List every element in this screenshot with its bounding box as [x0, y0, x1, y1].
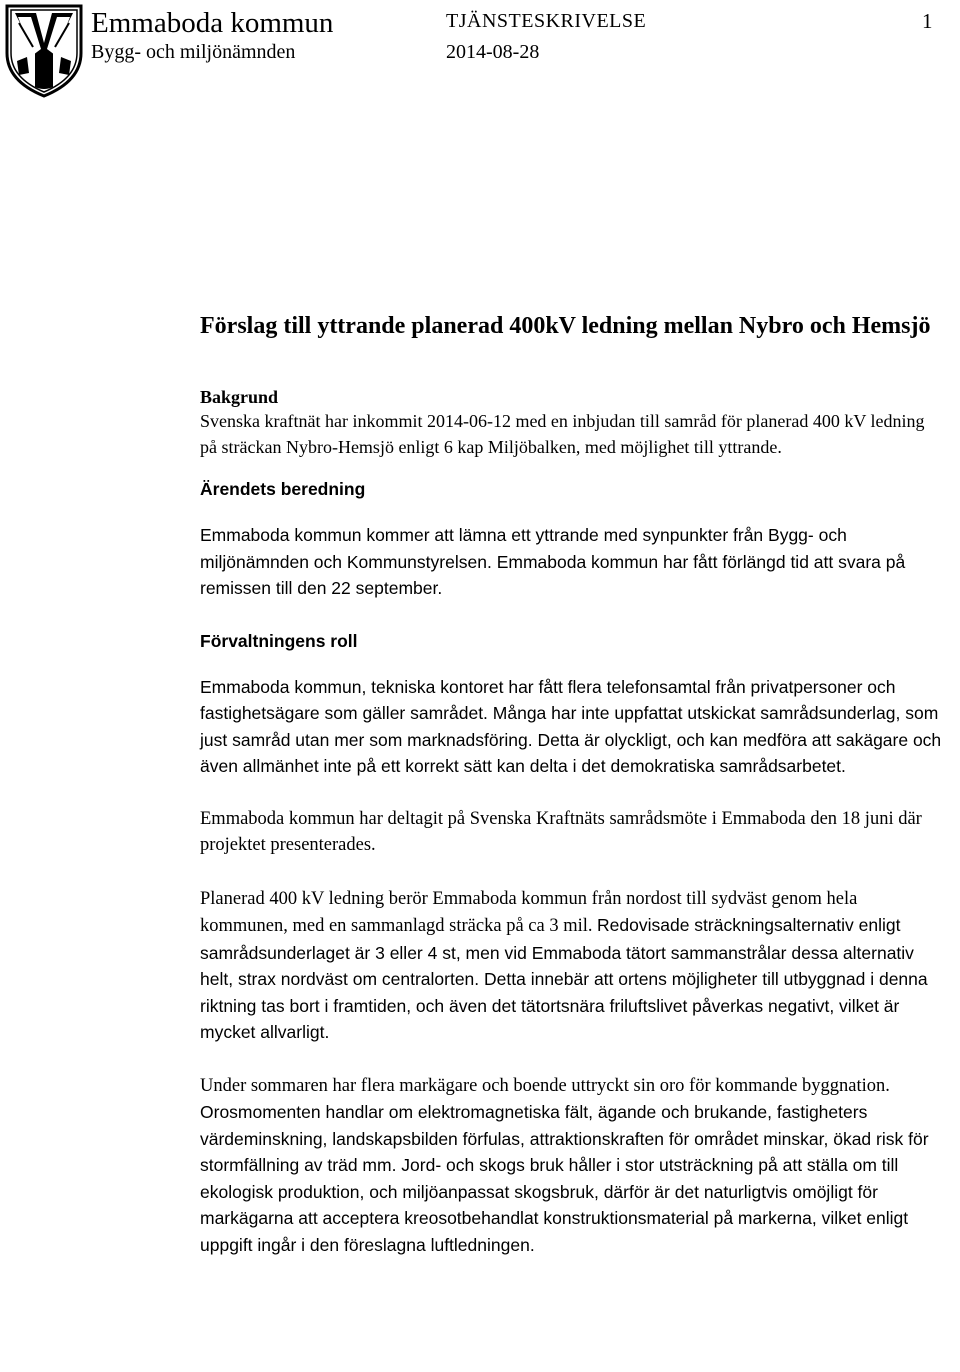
document-body: [200, 310, 945, 1258]
paragraph-role-1: Emmaboda kommun, tekniska kontoret har fått flera telefonsamtal från privatpersoner och fastighetsägare som gäller samrådet. Många har inte uppfattat utskickat samrådsunderlag, som just samråd utan mer som marknadsföring. Detta är olyckligt, och kan medföra att sakägare och även allmänhet inte på ett korrekt sätt kan delta i det demokratiska samrådsarbetet.: [200, 676, 942, 776]
document-title: Förslag till yttrande planerad 400kV ledning mellan Nybro och Hemsjö: [200, 313, 931, 339]
page-number: 1: [922, 9, 933, 33]
municipal-coat-of-arms-icon: [3, 3, 85, 99]
paragraph-role-3-part-1: Planerad 400 kV ledning berör Emmaboda kommun från nordost till sydväst genom hela kommunen, med en sammanlagd sträcka på ca 3 mil.: [200, 888, 858, 936]
paragraph-role-3: [200, 885, 945, 1046]
section-heading-background: Bakgrund: [200, 387, 279, 407]
paragraph-role-3-part-2: Redovisade sträckningsalternativ enligt samrådsunderlaget är 3 eller 4 st, men vid Emmaboda tätort sammanstrålar dessa alternativ helt, strax nordväst om centralorten. Detta innebär att ortens möjligheter till utbyggnad i denna riktning tas bort i framtiden, och även det tätortsnära friluftslivet påverkas negativt, vilket är mycket allvarligt.: [200, 915, 928, 1042]
paragraph-role-4-part-1: Under sommaren har flera markägare och boende uttryckt sin oro för kommande byggnation.: [200, 1075, 890, 1096]
department-name: Bygg- och miljönämnden: [91, 41, 296, 63]
document-type: TJÄNSTESKRIVELSE: [446, 10, 647, 32]
section-preparation: [200, 476, 945, 602]
section-background: [200, 386, 945, 460]
section-heading-role: Förvaltningens roll: [200, 630, 358, 651]
paragraph-preparation-part-1: Emmaboda kommun kommer att lämna ett yttrande med synpunkter från Bygg- och miljönämnden och Kommunstyrelsen.: [200, 525, 847, 572]
paragraph-role-4-part-2: Orosmomenten handlar om elektromagnetiska fält, ägande och brukande, fastigheters värdeminskning, landskapsbilden förfulas, attraktionskraften för området minskar, ökad risk för stormfällning av träd mm. Jord- och skogs bruk håller i stor utsträckning på att ställa om till ekologisk produktion, och miljöanpassat skogsbruk, därför är det naturligtvis omöjligt för markägarna att acceptera kreosotbehandlat konstruktionsmaterial på markerna, vilket enligt uppgift ingår i den föreslagna luftledningen.: [200, 1102, 929, 1255]
paragraph-role-4: [200, 1072, 945, 1259]
paragraph-preparation: [200, 522, 945, 602]
paragraph-preparation-part-2: Emmaboda kommun har fått förlängd tid att svara på remissen till den 22 september.: [200, 551, 906, 598]
section-role: [200, 628, 945, 1259]
document-date: 2014-08-28: [446, 41, 540, 63]
organization-name: Emmaboda kommun: [91, 7, 334, 39]
paragraph-background: Svenska kraftnät har inkommit 2014-06-12 med en inbjudan till samråd för planerad 400 kV ledning på sträckan Nybro-Hemsjö enligt 6 kap Miljöbalken, med möjlighet till yttrande.: [200, 411, 925, 457]
section-heading-preparation: Ärendets beredning: [200, 479, 366, 499]
paragraph-role-2: Emmaboda kommun har deltagit på Svenska Kraftnäts samrådsmöte i Emmaboda den 18 juni där projektet presenterades.: [200, 808, 922, 855]
